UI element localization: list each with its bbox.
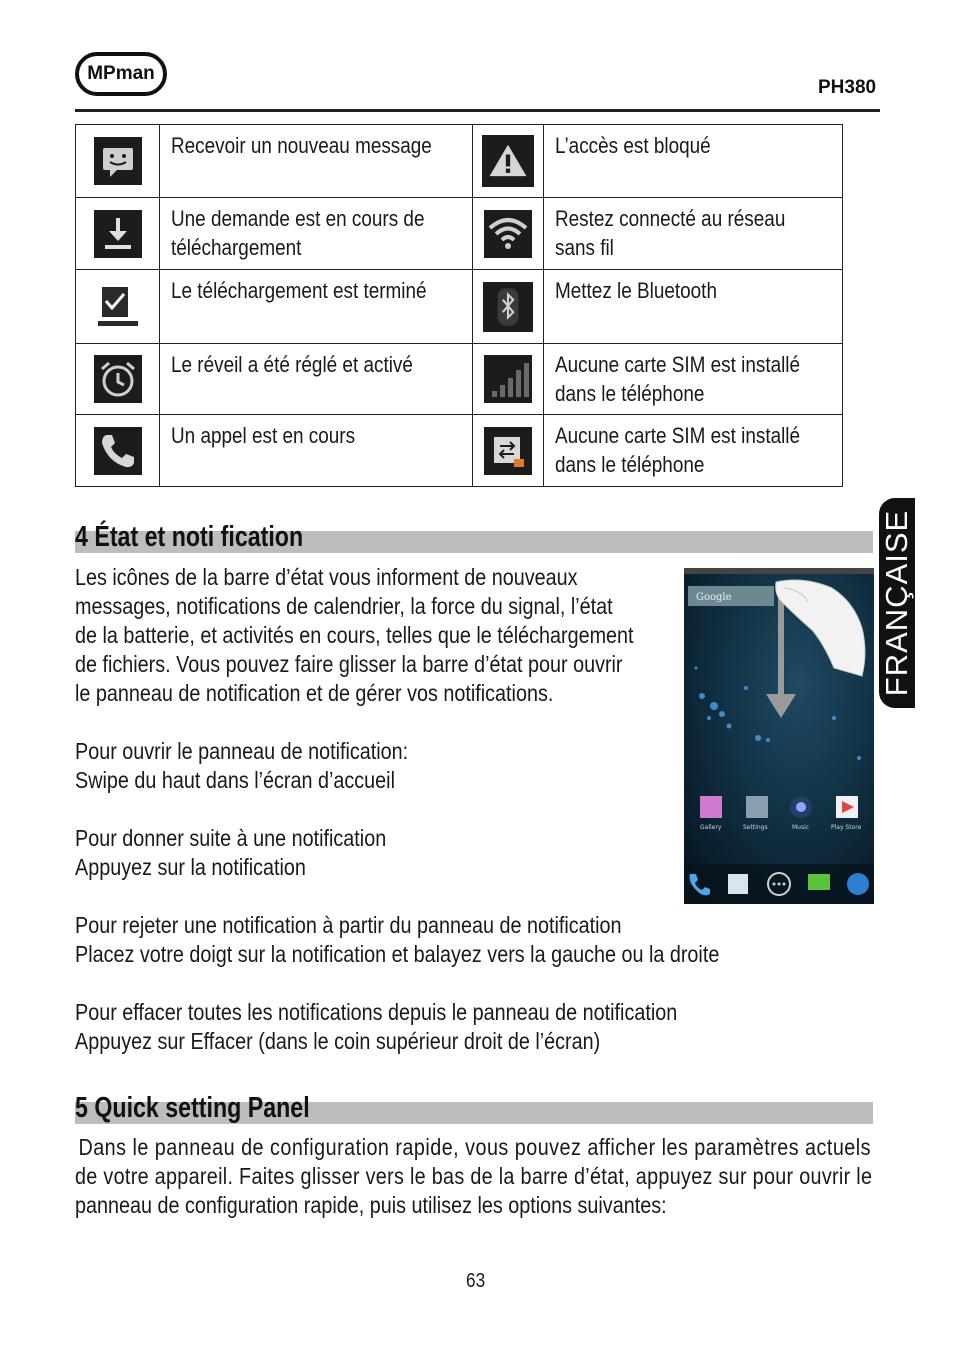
search-bar-label: Google: [696, 592, 732, 603]
status-icon-table: [75, 124, 843, 487]
row-text: Mettez le Bluetooth: [555, 278, 717, 303]
signal-icon: [482, 355, 534, 403]
text-line: Dans le panneau de configuration rapide, vous pouvez afficher les paramètres actuels: [78, 1134, 872, 1160]
row-text: téléchargement: [171, 235, 302, 260]
bluetooth-icon: [483, 281, 533, 333]
row-text: sans fil: [555, 235, 614, 260]
mpman-logo: MPman: [75, 52, 167, 96]
text-line: Les icônes de la barre d’état vous informent de nouveaux: [75, 564, 578, 590]
table-row: [76, 125, 843, 198]
dismiss-instructions: [75, 911, 719, 969]
text-line: Appuyez sur la notification: [75, 854, 306, 880]
app-label-settings: Settings: [743, 824, 768, 831]
model-number: PH380: [818, 77, 877, 98]
app-label-music: Music: [792, 824, 810, 831]
page-number: 63: [466, 1270, 486, 1292]
open-panel-instructions: [75, 737, 408, 795]
alarm-icon: [94, 355, 142, 403]
text-line: de la batterie, et activités en cours, telles que le téléchargement: [75, 622, 634, 648]
text-line: Swipe du haut dans l’écran d’accueil: [75, 767, 395, 793]
text-line: Pour donner suite à une notification: [75, 825, 387, 851]
clear-all-instructions: [75, 998, 677, 1056]
text-line: messages, notifications de calendrier, la force du signal, l’état: [75, 593, 613, 619]
text-line: Placez votre doigt sur la notification et balayez vers la gauche ou la droite: [75, 941, 720, 967]
text-line: Appuyez sur Effacer (dans le coin supérieur droit de l’écran): [75, 1028, 601, 1054]
phone-home-screen-image: [684, 568, 874, 904]
language-label: FRANÇAISE: [879, 509, 914, 697]
table-row: [76, 415, 843, 487]
section-5-title: 5 Quick setting Panel: [75, 1092, 310, 1124]
row-text: Aucune carte SIM est installé: [555, 423, 801, 448]
table-row: [76, 270, 843, 344]
wifi-icon: [484, 210, 532, 258]
text-line: panneau de configuration rapide, puis utilisez les options suivantes:: [75, 1192, 667, 1218]
phone-call-icon: [94, 427, 142, 475]
row-text: L’accès est bloqué: [555, 133, 711, 158]
download-done-icon: [94, 283, 142, 331]
row-text: dans le téléphone: [555, 381, 705, 406]
header-rule: [75, 109, 880, 112]
app-label-gallery: Gallery: [700, 824, 722, 831]
row-text: Le réveil a été réglé et activé: [171, 352, 413, 377]
text-line: de fichiers. Vous pouvez faire glisser la barre d’état pour ouvrir: [75, 651, 623, 677]
section-5-body: [75, 1133, 879, 1220]
warning-icon: [482, 135, 534, 187]
text-line: Pour effacer toutes les notifications depuis le panneau de notification: [75, 999, 678, 1025]
row-text: dans le téléphone: [555, 452, 705, 477]
row-text: Une demande est en cours de: [171, 206, 425, 231]
text-line: Pour ouvrir le panneau de notification:: [75, 738, 409, 764]
download-icon: [94, 210, 142, 258]
language-tab: [879, 498, 915, 708]
text-line: Pour rejeter une notification à partir du panneau de notification: [75, 912, 622, 938]
row-text: Aucune carte SIM est installé: [555, 352, 801, 377]
section-4-title: 4 État et noti fication: [75, 521, 304, 553]
text-line: de votre appareil. Faites glisser vers le bas de la barre d’état, appuyez sur pour ouvrir le: [75, 1163, 873, 1189]
row-text: Restez connecté au réseau: [555, 206, 786, 231]
table-row: [76, 198, 843, 270]
text-line: le panneau de notification et de gérer vos notifications.: [75, 680, 554, 706]
row-text: Un appel est en cours: [171, 423, 356, 448]
row-text: Le téléchargement est terminé: [171, 278, 427, 303]
table-row: [76, 344, 843, 415]
app-label-play-store: Play Store: [831, 824, 862, 831]
respond-instructions: [75, 824, 386, 882]
message-icon: [94, 137, 142, 185]
row-text: Recevoir un nouveau message: [171, 133, 432, 158]
sim-card-icon: [482, 427, 534, 475]
section-4-intro: [75, 563, 634, 708]
